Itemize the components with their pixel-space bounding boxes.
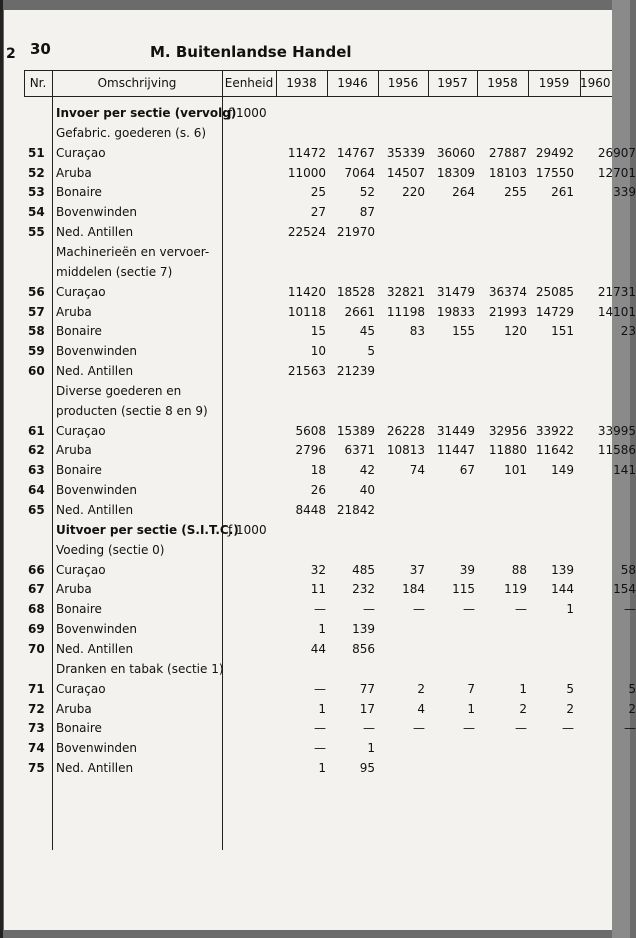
row-number: 59 <box>28 344 45 358</box>
table-row <box>0 225 630 245</box>
header-nr: Nr. <box>29 76 47 90</box>
cell-value: 115 <box>452 582 475 596</box>
cell-value: 36374 <box>488 285 527 299</box>
cell-value: 155 <box>452 324 475 338</box>
row-description: Ned. Antillen <box>56 761 134 775</box>
cell-value: 10 <box>310 344 326 358</box>
table-row <box>0 642 630 662</box>
cell-value: 8448 <box>295 503 326 517</box>
cell-value: 33995 <box>597 424 636 438</box>
cell-value: 1 <box>519 682 527 696</box>
row-description: Curaçao <box>56 285 106 299</box>
cell-value: 26907 <box>597 146 636 160</box>
row-description: Diverse goederen en <box>56 384 182 398</box>
table-row <box>0 285 636 305</box>
table-row <box>0 622 630 642</box>
row-number: 63 <box>28 463 45 477</box>
row-description: Bovenwinden <box>56 344 138 358</box>
cell-value: 5 <box>566 682 574 696</box>
cell-value: 37 <box>409 563 425 577</box>
cell-value: 120 <box>504 324 527 338</box>
cell-value: 35339 <box>386 146 425 160</box>
row-number: 74 <box>28 741 45 755</box>
cell-value: 31479 <box>436 285 475 299</box>
cell-value: 11472 <box>287 146 326 160</box>
table-row <box>0 443 636 463</box>
header-year: 1938 <box>286 76 317 90</box>
cell-value: 18 <box>310 463 326 477</box>
cell-value: 27 <box>310 205 326 219</box>
row-number: 65 <box>28 503 45 517</box>
cell-value: 101 <box>504 463 527 477</box>
row-description: Aruba <box>56 305 92 319</box>
cell-value: 27887 <box>488 146 527 160</box>
cell-value: 15 <box>310 324 326 338</box>
row-description: Uitvoer per sectie (S.I.T.C.) <box>56 523 239 537</box>
header-eenheid: Eenheid <box>224 76 274 90</box>
cell-value: 95 <box>359 761 375 775</box>
cell-value: 25085 <box>535 285 574 299</box>
table-row <box>0 424 636 444</box>
cell-value: 220 <box>402 185 425 199</box>
cell-value: 11642 <box>535 443 574 457</box>
row-description: Curaçao <box>56 682 106 696</box>
cell-value: 151 <box>551 324 574 338</box>
cell-value: 149 <box>551 463 574 477</box>
cell-value: 14767 <box>336 146 375 160</box>
cell-value: 32956 <box>488 424 527 438</box>
cell-value: — <box>314 682 326 696</box>
header-year: 1958 <box>487 76 518 90</box>
cell-value: 139 <box>352 622 375 636</box>
row-description: Invoer per sectie (vervolg) <box>56 106 237 120</box>
cell-value: 32821 <box>386 285 425 299</box>
cell-value: 67 <box>459 463 475 477</box>
table-row <box>0 205 630 225</box>
header-year: 1957 <box>437 76 468 90</box>
cell-value: 264 <box>452 185 475 199</box>
cell-value: 11198 <box>386 305 425 319</box>
table-row <box>0 702 636 722</box>
cell-value: 18103 <box>488 166 527 180</box>
cell-value: 45 <box>359 324 375 338</box>
table-row <box>0 245 630 265</box>
cell-value: 42 <box>359 463 375 477</box>
cell-value: 144 <box>551 582 574 596</box>
table-row <box>0 463 636 483</box>
cell-value: 26228 <box>386 424 425 438</box>
cell-value: 19833 <box>436 305 475 319</box>
row-description: Aruba <box>56 702 92 716</box>
cell-value: 21563 <box>287 364 326 378</box>
table-row <box>0 146 636 166</box>
cell-value: 2 <box>628 702 636 716</box>
row-description: Bonaire <box>56 324 102 338</box>
row-number: 68 <box>28 602 45 616</box>
table-row <box>0 523 630 543</box>
cell-value: 40 <box>359 483 375 497</box>
header-omschrijving: Omschrijving <box>97 76 177 90</box>
table-row <box>0 741 630 761</box>
cell-value: — <box>463 602 475 616</box>
table-row <box>0 582 636 602</box>
cell-value: 21731 <box>597 285 636 299</box>
cell-value: 1 <box>566 602 574 616</box>
cell-value: 25 <box>310 185 326 199</box>
cell-value: — <box>463 721 475 735</box>
cell-value: 184 <box>402 582 425 596</box>
table-row <box>0 602 636 622</box>
header-year: 1960 <box>580 76 611 90</box>
cell-value: 2 <box>417 682 425 696</box>
row-description: Curaçao <box>56 563 106 577</box>
row-number: 51 <box>28 146 45 160</box>
cell-value: — <box>363 721 375 735</box>
cell-value: 14507 <box>386 166 425 180</box>
cell-value: 6371 <box>344 443 375 457</box>
table-row <box>0 384 630 404</box>
row-number: 56 <box>28 285 45 299</box>
cell-value: 10813 <box>386 443 425 457</box>
row-description: Aruba <box>56 582 92 596</box>
cell-value: 7 <box>467 682 475 696</box>
cell-value: 74 <box>409 463 425 477</box>
table-row <box>0 761 630 781</box>
cell-value: 31449 <box>436 424 475 438</box>
cell-value: 1 <box>318 622 326 636</box>
row-description: Curaçao <box>56 146 106 160</box>
cell-value: 5 <box>628 682 636 696</box>
header-year: 1956 <box>387 76 419 90</box>
table-row <box>0 662 630 682</box>
table-row <box>0 364 630 384</box>
row-number: 58 <box>28 324 45 338</box>
cell-value: 11586 <box>597 443 636 457</box>
cell-value: — <box>624 721 636 735</box>
cell-value: 485 <box>352 563 375 577</box>
row-description: Bovenwinden <box>56 622 138 636</box>
row-description: Ned. Antillen <box>56 364 134 378</box>
cell-value: 12701 <box>597 166 636 180</box>
cell-value: 141 <box>613 463 636 477</box>
page-number: 30 <box>30 40 51 58</box>
row-description: Ned. Antillen <box>56 503 134 517</box>
cell-value: — <box>314 721 326 735</box>
cell-value: — <box>515 721 527 735</box>
row-description: Machinerieën en vervoer- <box>56 245 210 259</box>
table-row <box>0 185 636 205</box>
table-row <box>0 305 636 325</box>
row-number: 66 <box>28 563 45 577</box>
cell-value: 33922 <box>535 424 574 438</box>
row-description: Bovenwinden <box>56 205 138 219</box>
row-unit: ƒ 1000 <box>228 106 267 120</box>
table-row <box>0 265 630 285</box>
row-description: Gefabric. goederen (s. 6) <box>56 126 207 140</box>
header-year: 1946 <box>337 76 368 90</box>
table-row <box>0 682 636 702</box>
cell-value: — <box>624 602 636 616</box>
cell-value: 21970 <box>336 225 375 239</box>
cell-value: 26 <box>310 483 326 497</box>
row-unit: ƒ 1000 <box>228 523 267 537</box>
table-row <box>0 166 636 186</box>
cell-value: 1 <box>467 702 475 716</box>
cell-value: 22524 <box>287 225 326 239</box>
table-row <box>0 483 630 503</box>
row-description: Bonaire <box>56 185 102 199</box>
cell-value: 18528 <box>336 285 375 299</box>
margin-mark: 2 <box>6 46 16 62</box>
row-description: Bonaire <box>56 602 102 616</box>
row-description: middelen (sectie 7) <box>56 265 173 279</box>
table-top-rule <box>24 70 612 71</box>
row-description: Ned. Antillen <box>56 642 134 656</box>
table-row <box>0 404 630 424</box>
page-title: M. Buitenlandse Handel <box>150 43 352 61</box>
cell-value: 36060 <box>436 146 475 160</box>
row-description: Aruba <box>56 166 92 180</box>
cell-value: 5608 <box>295 424 326 438</box>
cell-value: 139 <box>551 563 574 577</box>
cell-value: 14729 <box>535 305 574 319</box>
table-row <box>0 126 630 146</box>
cell-value: — <box>314 602 326 616</box>
row-number: 57 <box>28 305 45 319</box>
cell-value: 4 <box>417 702 425 716</box>
row-number: 71 <box>28 682 45 696</box>
cell-value: 11000 <box>287 166 326 180</box>
cell-value: 14101 <box>597 305 636 319</box>
cell-value: 339 <box>613 185 636 199</box>
row-description: Bovenwinden <box>56 483 138 497</box>
cell-value: 11447 <box>436 443 475 457</box>
cell-value: 87 <box>359 205 375 219</box>
cell-value: — <box>314 741 326 755</box>
cell-value: 119 <box>504 582 527 596</box>
cell-value: 11420 <box>287 285 326 299</box>
cell-value: — <box>562 721 574 735</box>
cell-value: 856 <box>352 642 375 656</box>
row-description: Bonaire <box>56 721 102 735</box>
table-row <box>0 503 630 523</box>
table-row <box>0 543 630 563</box>
cell-value: 77 <box>359 682 375 696</box>
row-number: 52 <box>28 166 45 180</box>
cell-value: 58 <box>620 563 636 577</box>
cell-value: 21993 <box>488 305 527 319</box>
cell-value: 255 <box>504 185 527 199</box>
cell-value: — <box>413 602 425 616</box>
row-description: Dranken en tabak (sectie 1) <box>56 662 224 676</box>
cell-value: 11880 <box>488 443 527 457</box>
cell-value: 23 <box>620 324 636 338</box>
row-description: Voeding (sectie 0) <box>56 543 165 557</box>
cell-value: — <box>413 721 425 735</box>
row-number: 67 <box>28 582 45 596</box>
cell-value: 88 <box>511 563 527 577</box>
row-number: 69 <box>28 622 45 636</box>
cell-value: 21239 <box>336 364 375 378</box>
cell-value: 232 <box>352 582 375 596</box>
cell-value: 17550 <box>535 166 574 180</box>
row-description: Curaçao <box>56 424 106 438</box>
cell-value: 11 <box>310 582 326 596</box>
row-number: 72 <box>28 702 45 716</box>
row-description: producten (sectie 8 en 9) <box>56 404 208 418</box>
cell-value: 7064 <box>344 166 375 180</box>
cell-value: — <box>515 602 527 616</box>
row-number: 70 <box>28 642 45 656</box>
row-number: 61 <box>28 424 45 438</box>
row-number: 53 <box>28 185 45 199</box>
cell-value: 15389 <box>336 424 375 438</box>
cell-value: 2 <box>566 702 574 716</box>
cell-value: 261 <box>551 185 574 199</box>
row-description: Aruba <box>56 443 92 457</box>
cell-value: 39 <box>459 563 475 577</box>
table-row <box>0 106 630 126</box>
cell-value: 44 <box>310 642 326 656</box>
table-header-rule <box>24 96 612 97</box>
cell-value: 21842 <box>336 503 375 517</box>
table-row <box>0 721 636 741</box>
row-number: 75 <box>28 761 45 775</box>
row-description: Bonaire <box>56 463 102 477</box>
table-row <box>0 563 636 583</box>
cell-value: 32 <box>310 563 326 577</box>
cell-value: 1 <box>367 741 375 755</box>
cell-value: 18309 <box>436 166 475 180</box>
row-number: 73 <box>28 721 45 735</box>
cell-value: 2796 <box>295 443 326 457</box>
cell-value: 1 <box>318 702 326 716</box>
row-description: Bovenwinden <box>56 741 138 755</box>
cell-value: 17 <box>359 702 375 716</box>
cell-value: 52 <box>359 185 375 199</box>
cell-value: 2 <box>519 702 527 716</box>
row-number: 64 <box>28 483 45 497</box>
cell-value: 29492 <box>535 146 574 160</box>
cell-value: 5 <box>367 344 375 358</box>
cell-value: 2661 <box>344 305 375 319</box>
cell-value: — <box>363 602 375 616</box>
row-description: Ned. Antillen <box>56 225 134 239</box>
table-row <box>0 344 630 364</box>
cell-value: 83 <box>409 324 425 338</box>
table-row <box>0 324 636 344</box>
cell-value: 1 <box>318 761 326 775</box>
row-number: 54 <box>28 205 45 219</box>
row-number: 55 <box>28 225 45 239</box>
row-number: 62 <box>28 443 45 457</box>
cell-value: 154 <box>613 582 636 596</box>
cell-value: 10118 <box>287 305 326 319</box>
header-year: 1959 <box>538 76 570 90</box>
row-number: 60 <box>28 364 45 378</box>
